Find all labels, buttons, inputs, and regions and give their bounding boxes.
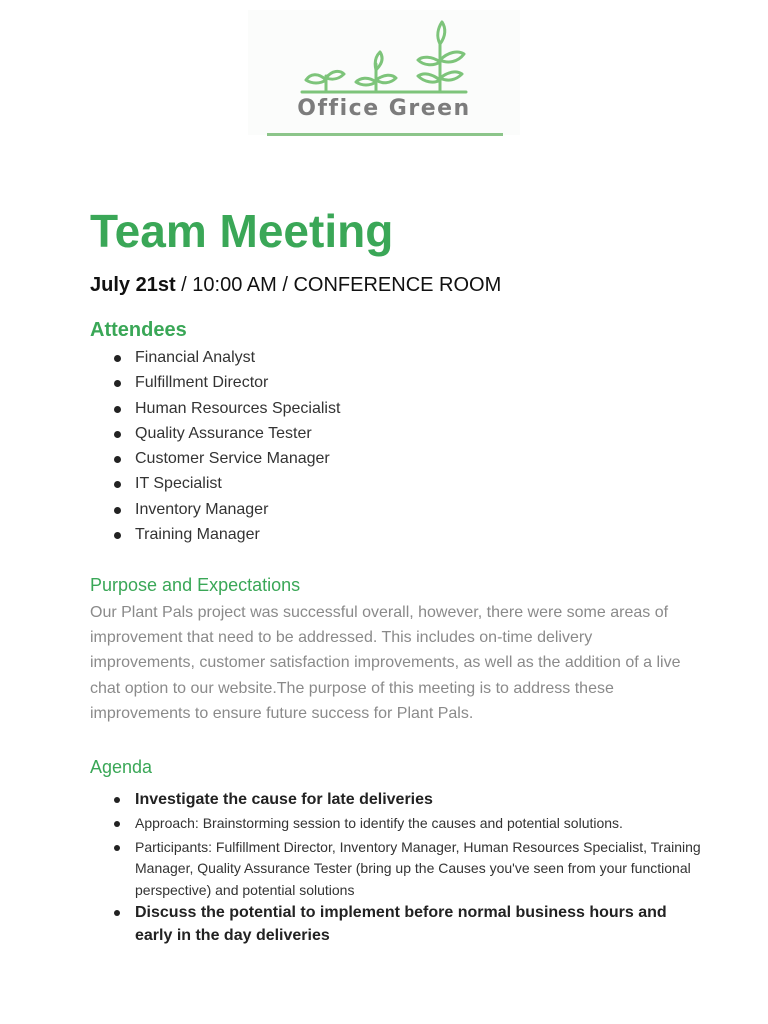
agenda-approach: Approach: Brainstorming session to identify the causes and potential solutions. (112, 813, 702, 835)
separator: / (175, 274, 193, 296)
attendees-heading: Attendees (90, 319, 187, 341)
meeting-details (90, 272, 501, 298)
agenda-heading: Agenda (90, 757, 153, 777)
attendee-item: Financial Analyst (112, 345, 340, 370)
attendees-list (112, 345, 340, 547)
attendee-item: Fulfillment Director (112, 370, 340, 395)
purpose-paragraph: Our Plant Pals project was successful overall, however, there were some areas of improvement that need to be addressed. This includes on-time delivery improvements, customer satisfaction improvements, as well as the addition of a live chat option to our website.The purpose of this meeting is to address these improvements to ensure future success for Plant Pals. (90, 604, 681, 722)
purpose-heading: Purpose and Expectations (90, 575, 301, 595)
agenda-topic: Investigate the cause for late deliveries (112, 788, 702, 811)
meeting-date: July 21st (90, 274, 176, 296)
attendee-item: Training Manager (112, 522, 340, 547)
logo-underline (267, 133, 503, 136)
meeting-time: 10:00 AM (192, 274, 277, 296)
plant-sprouts-icon (298, 18, 470, 98)
attendee-item: IT Specialist (112, 471, 340, 496)
attendee-item: Quality Assurance Tester (112, 421, 340, 446)
separator: / (276, 274, 294, 296)
attendee-item: Human Resources Specialist (112, 396, 340, 421)
agenda-topic: Discuss the potential to implement before normal business hours and early in the day deliveries (112, 901, 702, 947)
meeting-location: CONFERENCE ROOM (293, 274, 502, 296)
attendee-item: Inventory Manager (112, 497, 340, 522)
agenda-list (112, 788, 702, 947)
office-green-logo (248, 10, 520, 135)
attendee-item: Customer Service Manager (112, 446, 340, 471)
agenda-participants: Participants: Fulfillment Director, Inventory Manager, Human Resources Specialist, Training Manager, Quality Assurance Tester (bring up the Causes you've seen from your functional perspective) and potential solutions (112, 837, 702, 902)
logo-wordmark: Office Green (297, 96, 471, 121)
page-title: Team Meeting (90, 205, 394, 257)
